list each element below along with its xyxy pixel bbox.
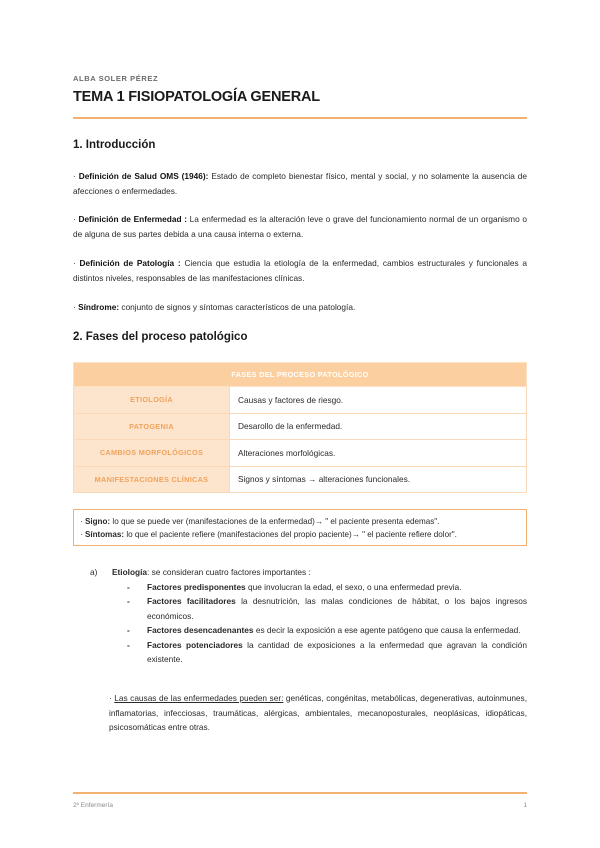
dash-marker: -	[127, 581, 130, 592]
footer-divider	[73, 792, 527, 794]
paragraph-definicion-salud	[73, 169, 527, 199]
bullet: ·	[109, 693, 112, 703]
etiologia-intro	[112, 565, 527, 580]
bullet: ·	[73, 214, 76, 224]
note-line-sintomas	[80, 528, 520, 541]
row-value: Signos y síntomas → alteraciones funcionales.	[230, 466, 527, 493]
paragraph-sindrome	[73, 300, 527, 315]
table-header-row	[74, 363, 527, 387]
note-line-signo	[80, 515, 520, 528]
row-label: ETIOLOGÍA	[74, 387, 230, 414]
fases-table	[73, 362, 527, 493]
term: Definición de Patología :	[79, 258, 181, 268]
row-label: MANIFESTACIONES CLÍNICAS	[74, 466, 230, 493]
definition-text: conjunto de signos y síntomas característicos de una patología.	[119, 302, 356, 312]
bullet: ·	[73, 302, 76, 312]
author-name: ALBA SOLER PÉREZ	[73, 74, 159, 83]
bullet: ·	[80, 517, 83, 526]
definition-text: La enfermedad es la alteración leve o grave del funcionamiento normal de un organismo o de alguna de sus partes debida a una causa interna o externa.	[73, 214, 527, 239]
list-marker: a)	[90, 567, 98, 577]
dash-marker: -	[127, 596, 130, 606]
term: Factores desencadenantes	[147, 625, 254, 635]
dash-marker: -	[127, 625, 130, 635]
note-text: lo que el paciente refiere (manifestaciones del propio paciente)→ " el paciente refiere dolor".	[124, 530, 457, 539]
term: Síndrome:	[78, 302, 120, 312]
row-label: CAMBIOS MORFOLÓGICOS	[74, 440, 230, 467]
signo-sintoma-note	[73, 509, 527, 546]
table-header: FASES DEL PROCESO PATOLÓGICO	[74, 363, 527, 387]
bullet: ·	[80, 530, 83, 539]
bullet: ·	[73, 171, 76, 181]
footer-course: 2º Enfermería	[73, 802, 113, 809]
list-item	[127, 580, 527, 595]
term: Definición de Enfermedad :	[78, 214, 187, 224]
title-divider	[73, 117, 527, 119]
paragraph-definicion-enfermedad	[73, 212, 527, 242]
causes-lead: Las causas de las enfermedades pueden ser:	[114, 693, 284, 703]
bullet: ·	[73, 258, 76, 268]
term: Etiología	[112, 567, 148, 577]
list-item	[127, 623, 527, 638]
term: Síntomas:	[84, 530, 125, 539]
list-item	[127, 638, 527, 667]
definition-text: Ciencia que estudia la etiología de la enfermedad, cambios estructurales y funcionales a distintos niveles, responsables de las manifestaciones clínicas.	[73, 258, 527, 283]
row-label: PATOGENIA	[74, 413, 230, 440]
list-item	[127, 594, 527, 623]
term: Factores predisponentes	[147, 581, 246, 592]
term: Definición de Salud OMS (1946):	[78, 171, 209, 181]
page-title: TEMA 1 FISIOPATOLOGÍA GENERAL	[73, 89, 320, 105]
row-value: Alteraciones morfológicas.	[230, 440, 527, 467]
term: Factores potenciadores	[147, 639, 243, 650]
factor-text: la desnutrición, las malas condiciones de hábitat, o los bajos ingresos económicos.	[147, 596, 527, 621]
row-value: Causas y factores de riesgo.	[230, 387, 527, 414]
term: Signo:	[84, 517, 111, 526]
paragraph-causas	[109, 691, 527, 735]
factor-text: es decir la exposición a ese agente patógeno que causa la enfermedad.	[253, 625, 521, 635]
factor-text: la cantidad de exposiciones a la enfermedad que agravan la condición existente.	[147, 639, 527, 664]
causes-text: genéticas, congénitas, metabólicas, degenerativas, autoinmunes, inflamatorias, infecciosas, traumáticas, alérgicas, ambientales, mecanoposturales, neoplásicas, idiopáticas, psicosomáticas entre otras.	[109, 693, 528, 732]
table-row	[74, 413, 527, 440]
factor-text: que involucran la edad, el sexo, o una enfermedad previa.	[245, 581, 462, 592]
page-number: 1	[523, 802, 527, 809]
note-text: lo que se puede ver (manifestaciones de la enfermedad)→ " el paciente presenta edemas".	[110, 517, 440, 526]
etiologia-list	[90, 565, 527, 667]
table-row	[74, 466, 527, 493]
section-heading-introduccion: 1. Introducción	[73, 139, 156, 151]
definition-text: Estado de completo bienestar físico, mental y social, y no solamente la ausencia de afecciones o enfermedades.	[73, 171, 527, 196]
intro-text: : se consideran cuatro factores importantes :	[147, 567, 311, 577]
table-row	[74, 387, 527, 414]
section-heading-fases: 2. Fases del proceso patológico	[73, 331, 248, 343]
row-value: Desarollo de la enfermedad.	[230, 413, 527, 440]
paragraph-definicion-patologia	[73, 256, 527, 286]
term: Factores facilitadores	[147, 596, 236, 606]
dash-marker: -	[127, 639, 130, 650]
table-row	[74, 440, 527, 467]
